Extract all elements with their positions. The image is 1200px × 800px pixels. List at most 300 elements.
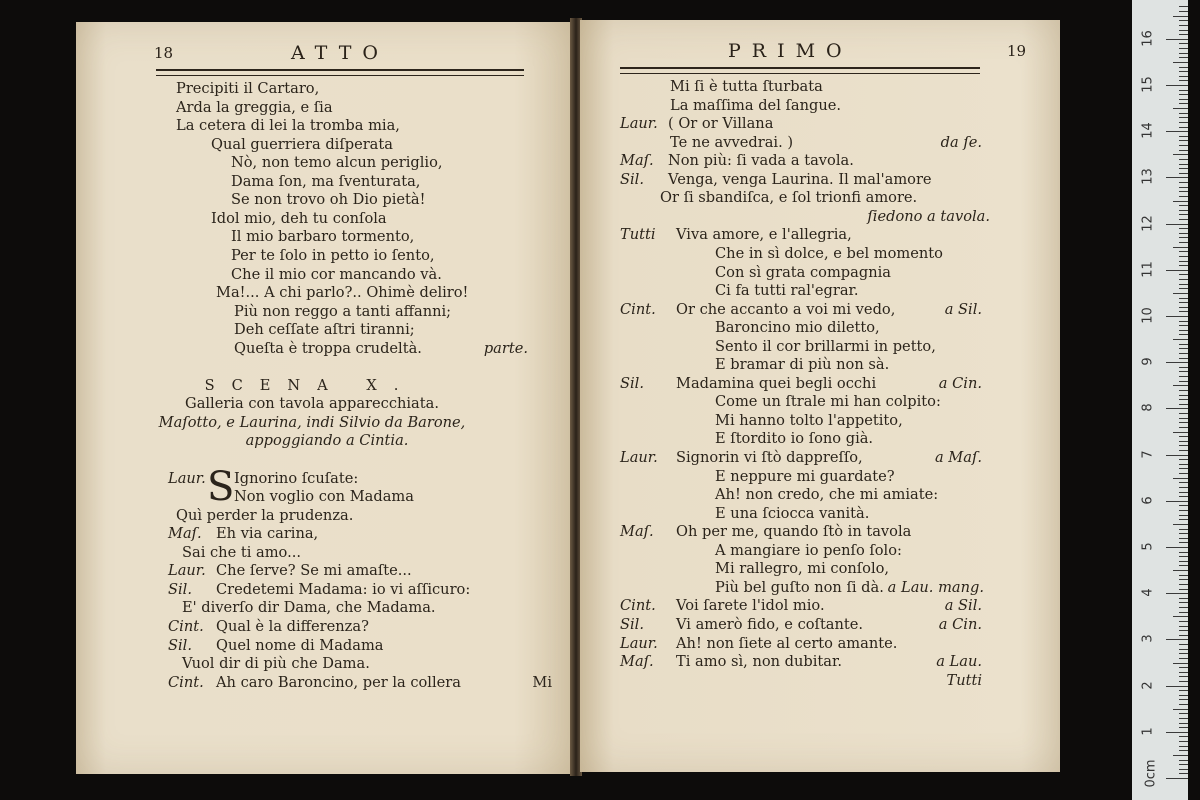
text-line xyxy=(76,357,528,376)
text-line xyxy=(580,671,982,690)
text-line xyxy=(580,151,982,170)
scale-tick xyxy=(1179,34,1188,35)
scale-unit-label: 0cm xyxy=(1143,759,1159,788)
verse-text: Mi hanno tolto l'appetito, xyxy=(715,411,903,429)
text-line xyxy=(580,170,982,189)
scale-tick xyxy=(1179,496,1188,497)
scale-tick xyxy=(1179,718,1188,719)
speaker-name: Sil. xyxy=(620,615,644,633)
stage-direction: Tutti xyxy=(946,671,982,689)
scale-tick xyxy=(1179,427,1188,428)
text-line xyxy=(76,580,528,599)
verse-text: Mi rallegro, mi conſolo, xyxy=(715,560,890,578)
text-line xyxy=(580,374,982,393)
verse-text: Deh ceſſate aſtri tiranni; xyxy=(234,321,415,339)
scale-tick xyxy=(1173,62,1188,63)
scale-tick xyxy=(1179,390,1188,391)
scale-tick xyxy=(1179,251,1188,252)
scene-heading: SCENA X. xyxy=(204,376,416,394)
scale-tick xyxy=(1179,736,1188,737)
scale-tick xyxy=(1179,228,1188,229)
scale-tick xyxy=(1179,773,1188,774)
verse-text: Sai che ti amo... xyxy=(182,543,302,561)
scale-tick xyxy=(1173,293,1188,294)
scale-tick xyxy=(1179,237,1188,238)
scale-tick xyxy=(1179,607,1188,608)
stage-direction: parte. xyxy=(483,339,528,357)
text-line xyxy=(580,467,982,486)
scale-tick xyxy=(1179,325,1188,326)
scale-tick xyxy=(1179,219,1188,220)
speaker-name: Laur. xyxy=(168,562,206,580)
scale-tick xyxy=(1179,103,1188,104)
scale-tick xyxy=(1173,339,1188,340)
scale-number: 8 xyxy=(1140,403,1156,413)
scale-tick xyxy=(1179,445,1188,446)
scale-tick xyxy=(1179,20,1188,21)
speaker-name: Sil. xyxy=(168,580,192,598)
scale-tick xyxy=(1166,593,1188,594)
verse-text: Madamina quei begli occhi xyxy=(676,374,877,392)
scale-tick xyxy=(1179,413,1188,414)
verse-text: Ah caro Baroncino, per la collera xyxy=(216,673,461,691)
verse-text: Eh via carina, xyxy=(216,525,319,543)
scale-tick xyxy=(1173,663,1188,664)
verse-text: Quì perder la prudenza. xyxy=(176,506,354,524)
speaker-name: Cint. xyxy=(168,617,204,635)
verse-text: Ci fa tutti ral'egrar. xyxy=(715,282,859,300)
speaker-name: Sil. xyxy=(620,374,644,392)
text-line xyxy=(76,450,528,469)
scale-tick xyxy=(1173,755,1188,756)
verse-text: Vuol dir di più che Dama. xyxy=(182,655,370,673)
scale-tick xyxy=(1179,542,1188,543)
scale-number: 11 xyxy=(1140,261,1156,278)
scale-tick xyxy=(1173,478,1188,479)
scale-tick xyxy=(1179,612,1188,613)
scale-tick xyxy=(1179,727,1188,728)
verse-text: La maſſima del ſangue. xyxy=(670,96,842,114)
scale-tick xyxy=(1179,422,1188,423)
scale-tick xyxy=(1179,519,1188,520)
scale-tick xyxy=(1179,667,1188,668)
scale-number: 3 xyxy=(1140,634,1156,644)
scale-tick xyxy=(1179,704,1188,705)
verse-text: Con sì grata compagnia xyxy=(715,263,891,281)
scale-tick xyxy=(1179,48,1188,49)
scale-tick xyxy=(1179,565,1188,566)
scale-tick xyxy=(1179,552,1188,553)
verse-text: Più bel guſto non ſi dà. xyxy=(715,578,884,596)
text-line xyxy=(76,654,528,673)
scale-tick xyxy=(1179,653,1188,654)
scale-tick xyxy=(1179,584,1188,585)
stage-direction: a Lau. xyxy=(936,653,982,671)
speaker-name: Cint. xyxy=(168,673,204,691)
stage-direction: a Sil. xyxy=(944,597,982,615)
stage-direction: Galleria con tavola apparecchiata. xyxy=(185,395,439,413)
verse-text: Che il mio cor mancando và. xyxy=(231,265,442,283)
text-line xyxy=(76,394,528,413)
text-line xyxy=(580,652,982,671)
verse-text: Or ſi sbandiſca, e ſol trionfi amore. xyxy=(660,189,918,207)
scale-tick xyxy=(1166,455,1188,456)
text-line xyxy=(580,77,982,96)
scale-tick xyxy=(1179,575,1188,576)
scale-number: 2 xyxy=(1140,680,1156,690)
speaker-name: Laur. xyxy=(168,469,206,487)
stage-direction: a Lau. mang. xyxy=(887,578,984,596)
text-line xyxy=(76,227,528,246)
scale-tick xyxy=(1179,150,1188,151)
verse-text: E ſtordito io ſono già. xyxy=(715,430,874,448)
scale-tick xyxy=(1179,168,1188,169)
verse-text: Mi ſi è tutta ſturbata xyxy=(670,78,823,95)
verse-text: Il mio barbaro tormento, xyxy=(231,228,415,246)
scale-tick xyxy=(1179,482,1188,483)
text-line xyxy=(76,116,528,135)
running-head: ATTO xyxy=(291,42,389,64)
scale-tick xyxy=(1179,164,1188,165)
verse-text: Viva amore, e l'allegria, xyxy=(676,226,852,244)
scale-number: 9 xyxy=(1140,357,1156,366)
text-line xyxy=(76,543,528,562)
scale-tick xyxy=(1179,695,1188,696)
text-line xyxy=(580,578,982,597)
verse-text: Precipiti il Cartaro, xyxy=(176,80,320,97)
text-line xyxy=(580,114,982,133)
scale-tick xyxy=(1166,224,1188,225)
speaker-name: Maſ. xyxy=(620,653,654,671)
text-line xyxy=(76,135,528,154)
scale-tick xyxy=(1179,288,1188,289)
stage-direction: appoggiando a Cintia. xyxy=(245,432,409,450)
text-line xyxy=(76,431,528,450)
scale-number xyxy=(1141,0,1156,4)
scale-tick xyxy=(1179,113,1188,114)
scale-tick xyxy=(1179,117,1188,118)
page-number: 19 xyxy=(1007,42,1027,60)
text-line xyxy=(76,283,528,302)
scale-tick xyxy=(1179,399,1188,400)
scale-tick xyxy=(1179,723,1188,724)
scale-tick xyxy=(1166,316,1188,317)
stage-direction: Maſotto, e Laurina, indi Silvio da Barone, xyxy=(158,413,466,431)
verse-text: Che ſerve? Se mi amaſte... xyxy=(216,562,412,580)
scale-tick xyxy=(1179,67,1188,68)
scale-tick xyxy=(1173,16,1188,17)
verse-text: Qual è la differenza? xyxy=(216,617,369,635)
text-line xyxy=(580,541,982,560)
scale-tick xyxy=(1179,298,1188,299)
text-line xyxy=(580,392,982,411)
scale-tick xyxy=(1173,570,1188,571)
scale-tick xyxy=(1166,408,1188,409)
scale-tick xyxy=(1179,505,1188,506)
scale-tick xyxy=(1179,746,1188,747)
scale-tick xyxy=(1179,621,1188,622)
scale-tick xyxy=(1179,630,1188,631)
scale-tick xyxy=(1179,274,1188,275)
verse-text: Te ne avvedrai. ) xyxy=(670,133,794,151)
scale-tick xyxy=(1179,769,1188,770)
scale-tick xyxy=(1179,626,1188,627)
scale-tick xyxy=(1179,76,1188,77)
scale-tick xyxy=(1179,30,1188,31)
verse-text: Sento il cor brillarmi in petto, xyxy=(715,337,936,355)
scale-number: 6 xyxy=(1140,496,1156,505)
verse-text: Ah! non ſiete al certo amante. xyxy=(676,634,898,652)
scale-tick xyxy=(1179,302,1188,303)
verse-text: Dama ſon, ma ſventurata, xyxy=(231,172,421,190)
scale-tick xyxy=(1179,672,1188,673)
text-line xyxy=(580,225,982,244)
speaker-name: Maſ. xyxy=(168,525,202,543)
running-head: PRIMO xyxy=(728,40,853,62)
scale-tick xyxy=(1166,131,1188,132)
scale-tick xyxy=(1179,205,1188,206)
scale-number: 10 xyxy=(1140,307,1156,324)
text-line xyxy=(580,96,982,115)
text-line xyxy=(580,355,982,374)
scale-tick xyxy=(1179,233,1188,234)
verse-text: Signorin vi ſtò dappreſſo, xyxy=(676,449,863,466)
scale-tick xyxy=(1179,367,1188,368)
scale-tick xyxy=(1179,353,1188,354)
scale-number: 7 xyxy=(1140,449,1156,459)
speaker-name: Laur. xyxy=(620,449,658,466)
scale-tick xyxy=(1179,256,1188,257)
scale-tick xyxy=(1166,270,1188,271)
scale-tick xyxy=(1179,242,1188,243)
speaker-name: Sil. xyxy=(168,636,192,654)
left-page xyxy=(76,22,574,774)
text-line xyxy=(76,209,528,228)
scale-tick xyxy=(1179,589,1188,590)
verse-text: Ti amo sì, non dubitar. xyxy=(676,653,842,671)
text-line xyxy=(76,524,528,543)
scale-tick xyxy=(1179,43,1188,44)
scale-tick xyxy=(1179,404,1188,405)
text-line xyxy=(580,281,982,300)
text-line xyxy=(76,339,528,358)
scale-tick xyxy=(1173,201,1188,202)
scale-tick xyxy=(1179,713,1188,714)
speaker-name: Laur. xyxy=(620,115,658,133)
scale-tick xyxy=(1179,210,1188,211)
verse-text: Queſta è troppa crudeltà. xyxy=(234,339,422,357)
scale-tick xyxy=(1179,602,1188,603)
scale-tick xyxy=(1179,492,1188,493)
scale-tick xyxy=(1179,381,1188,382)
text-line xyxy=(76,302,528,321)
scale-tick xyxy=(1166,686,1188,687)
right-page xyxy=(580,20,1060,772)
scale-tick xyxy=(1179,214,1188,215)
scale-tick xyxy=(1179,311,1188,312)
stage-direction: a Maſ. xyxy=(934,449,982,466)
text-line xyxy=(580,448,982,467)
scale-tick xyxy=(1179,80,1188,81)
text-line xyxy=(580,615,982,634)
scale-tick xyxy=(1179,741,1188,742)
scale-tick xyxy=(1179,376,1188,377)
text-line xyxy=(76,320,528,339)
measurement-scale xyxy=(1132,0,1188,800)
verse-text: E una ſciocca vanità. xyxy=(715,504,870,522)
scale-tick xyxy=(1179,261,1188,262)
scale-tick xyxy=(1166,778,1188,779)
text-line xyxy=(580,318,982,337)
scale-tick xyxy=(1179,11,1188,12)
scale-tick xyxy=(1179,644,1188,645)
text-line xyxy=(580,300,982,319)
verse-text: Or che accanto a voi mi vedo, xyxy=(676,300,896,318)
scale-tick xyxy=(1179,690,1188,691)
scale-tick xyxy=(1179,681,1188,682)
speaker-name: Sil. xyxy=(620,170,644,188)
scale-tick xyxy=(1173,247,1188,248)
verse-text: E neppure mi guardate? xyxy=(715,467,895,485)
verse-text: Più non reggo a tanti affanni; xyxy=(234,302,452,320)
text-line xyxy=(76,598,528,617)
verse-text: La cetera di lei la tromba mia, xyxy=(176,117,400,135)
scale-tick xyxy=(1179,538,1188,539)
scale-tick xyxy=(1179,473,1188,474)
stage-direction: a Sil. xyxy=(944,300,982,318)
scale-tick xyxy=(1173,432,1188,433)
text-line xyxy=(76,246,528,265)
text-line xyxy=(580,429,982,448)
scale-tick xyxy=(1179,579,1188,580)
scale-tick xyxy=(1179,459,1188,460)
scale-tick xyxy=(1179,649,1188,650)
text-line xyxy=(580,504,982,523)
text-line xyxy=(580,522,982,541)
scale-tick xyxy=(1166,39,1188,40)
scale-tick xyxy=(1179,173,1188,174)
text-line xyxy=(580,263,982,282)
scale-tick xyxy=(1179,436,1188,437)
verse-text: Baroncino mio diletto, xyxy=(715,319,880,337)
scale-tick xyxy=(1179,334,1188,335)
scale-tick xyxy=(1179,450,1188,451)
scale-tick xyxy=(1179,145,1188,146)
text-line xyxy=(76,190,528,209)
scale-tick xyxy=(1179,182,1188,183)
verse-text: Nò, non temo alcun periglio, xyxy=(231,154,443,172)
text-line xyxy=(76,561,528,580)
speaker-name: Laur. xyxy=(620,634,658,652)
stage-direction: a Cin. xyxy=(938,374,982,392)
scale-number: 16 xyxy=(1140,30,1156,47)
header-rule xyxy=(620,67,980,74)
scale-tick xyxy=(1179,191,1188,192)
text-line xyxy=(76,265,528,284)
scale-tick xyxy=(1179,53,1188,54)
scale-tick xyxy=(1179,71,1188,72)
text-line xyxy=(580,207,990,226)
scale-tick xyxy=(1179,94,1188,95)
text-line xyxy=(76,172,528,191)
text-line xyxy=(580,244,982,263)
drop-cap-letter: S xyxy=(207,463,235,510)
scale-tick xyxy=(1179,764,1188,765)
verse-text: Ah! non credo, che mi amiate: xyxy=(715,486,939,504)
scale-tick xyxy=(1179,676,1188,677)
scale-tick xyxy=(1173,108,1188,109)
scale-tick xyxy=(1173,616,1188,617)
text-line xyxy=(76,79,528,98)
text-line xyxy=(76,673,552,692)
scale-tick xyxy=(1179,760,1188,761)
verse-text: Per te ſolo in petto io ſento, xyxy=(231,246,435,264)
verse-text: Voi ſarete l'idol mio. xyxy=(676,597,825,615)
text-line xyxy=(76,98,528,117)
verse-text: Arda la greggia, e ſia xyxy=(176,98,333,116)
verse-text: Idol mio, deh tu conſola xyxy=(211,209,387,227)
scale-tick xyxy=(1179,468,1188,469)
scale-tick xyxy=(1166,177,1188,178)
scale-tick xyxy=(1179,321,1188,322)
verse-text: Non più: ſi vada a tavola. xyxy=(668,152,854,170)
scale-tick xyxy=(1179,344,1188,345)
scale-tick xyxy=(1166,732,1188,733)
verse-text: Oh per me, quando ſtò in tavola xyxy=(676,523,912,541)
verse-text: Credetemi Madama: io vi aſſicuro: xyxy=(216,580,471,598)
scale-tick xyxy=(1173,524,1188,525)
scale-tick xyxy=(1179,635,1188,636)
scale-tick xyxy=(1166,547,1188,548)
scale-number: 5 xyxy=(1140,542,1156,551)
text-line xyxy=(580,411,982,430)
scale-tick xyxy=(1179,330,1188,331)
text-line xyxy=(580,634,982,653)
scale-number: 15 xyxy=(1140,76,1156,93)
verse-text: Se non trovo oh Dio pietà! xyxy=(231,191,426,209)
scale-tick xyxy=(1179,533,1188,534)
scale-number: 4 xyxy=(1140,588,1156,597)
stage-direction: da ſe. xyxy=(940,133,982,151)
scale-tick xyxy=(1173,709,1188,710)
verse-text: Quel nome di Madama xyxy=(216,636,384,654)
text-line xyxy=(580,559,982,578)
scale-tick xyxy=(1179,510,1188,511)
scale-tick xyxy=(1179,598,1188,599)
page-number: 18 xyxy=(154,44,174,62)
scale-number: 1 xyxy=(1140,727,1156,736)
text-line xyxy=(76,153,528,172)
scale-tick xyxy=(1179,265,1188,266)
verse-text: A mangiare io penſo ſolo: xyxy=(715,541,902,559)
scale-tick xyxy=(1179,464,1188,465)
verse-text: Ignorino ſcuſate: xyxy=(234,469,359,487)
verse-text: Ma!... A chi parlo?.. Ohimè deliro! xyxy=(216,284,469,302)
speaker-name: Cint. xyxy=(620,597,656,615)
text-line xyxy=(76,506,528,525)
scale-tick xyxy=(1179,371,1188,372)
scale-tick xyxy=(1179,515,1188,516)
verse-text: E bramar di più non sà. xyxy=(715,356,890,374)
scale-tick xyxy=(1179,348,1188,349)
stage-direction: ſiedono a tavola. xyxy=(867,207,990,225)
verse-text: E' diverſo dir Dama, che Madama. xyxy=(182,599,436,617)
stage-direction: a Cin. xyxy=(938,615,982,633)
scale-tick xyxy=(1179,136,1188,137)
verse-text: Non voglio con Madama xyxy=(234,488,414,506)
scale-tick xyxy=(1166,85,1188,86)
scale-tick xyxy=(1179,187,1188,188)
